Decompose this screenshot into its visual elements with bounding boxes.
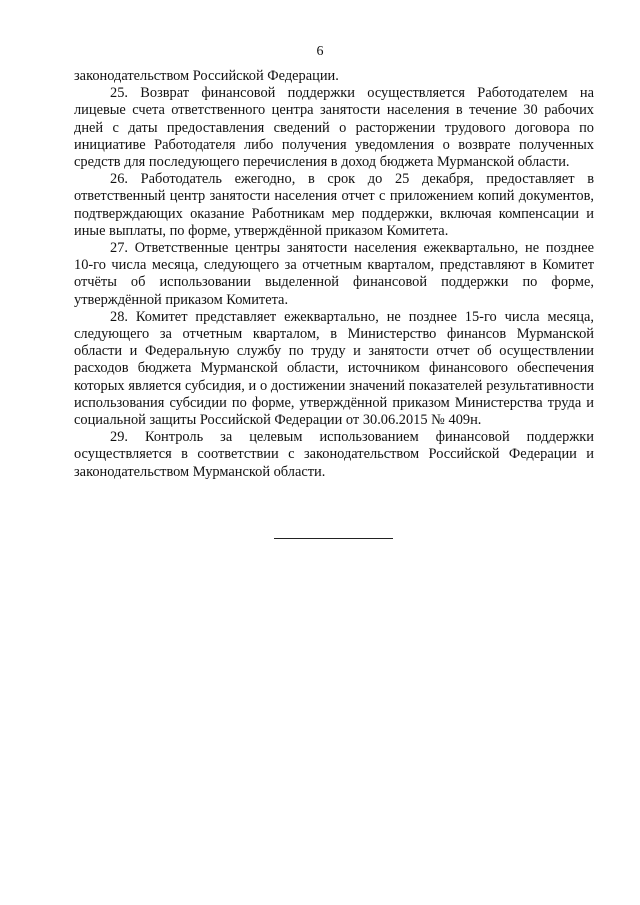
paragraph-27: 27. Ответственные центры занятости населения ежеквартально, не позднее 10-го числа месяца, следующего за отчетным кварталом, представляют в Комитет отчёты об использовании выделенной финансовой поддержки по форме, утверждённой приказом Комитета.: [74, 240, 594, 308]
paragraph-29: 29. Контроль за целевым использованием финансовой поддержки осуществляется в соответствии с законодательством Российской Федерации и законодательством Мурманской области.: [74, 429, 594, 480]
paragraph-25: 25. Возврат финансовой поддержки осуществляется Работодателем на лицевые счета ответственного центра занятости населения в течение 30 рабочих дней с даты предоставления сведений о расторжении трудового договора по инициативе Работодателя либо получения уведомления о возврате полученных средств для последующего перечисления в доход бюджета Мурманской области.: [74, 85, 594, 171]
paragraph-continuation: законодательством Российской Федерации.: [74, 68, 339, 84]
paragraph-28: 28. Комитет представляет ежеквартально, не позднее 15-го числа месяца, следующего за отчетным кварталом, в Министерство финансов Мурманской области и Федеральную службу по труду и занятости отчет об осуществлении расходов бюджета Мурманской области, источником финансового обеспечения которых является субсидия, и о достижении значений показателей результативности использования субсидии по форме, утверждённой приказом Министерства труда и социальной защиты Российской Федерации от 30.06.2015 № 409н.: [74, 308, 594, 429]
paragraph-26: 26. Работодатель ежегодно, в срок до 25 декабря, предоставляет в ответственный центр занятости населения отчет с приложением копий документов, подтверждающих оказание Работникам мер поддержки, включая компенсации и иные выплаты, по форме, утверждённой приказом Комитета.: [74, 171, 594, 239]
end-separator-line: [274, 538, 393, 539]
page-number: 6: [316, 44, 324, 59]
document-body: [74, 68, 594, 481]
